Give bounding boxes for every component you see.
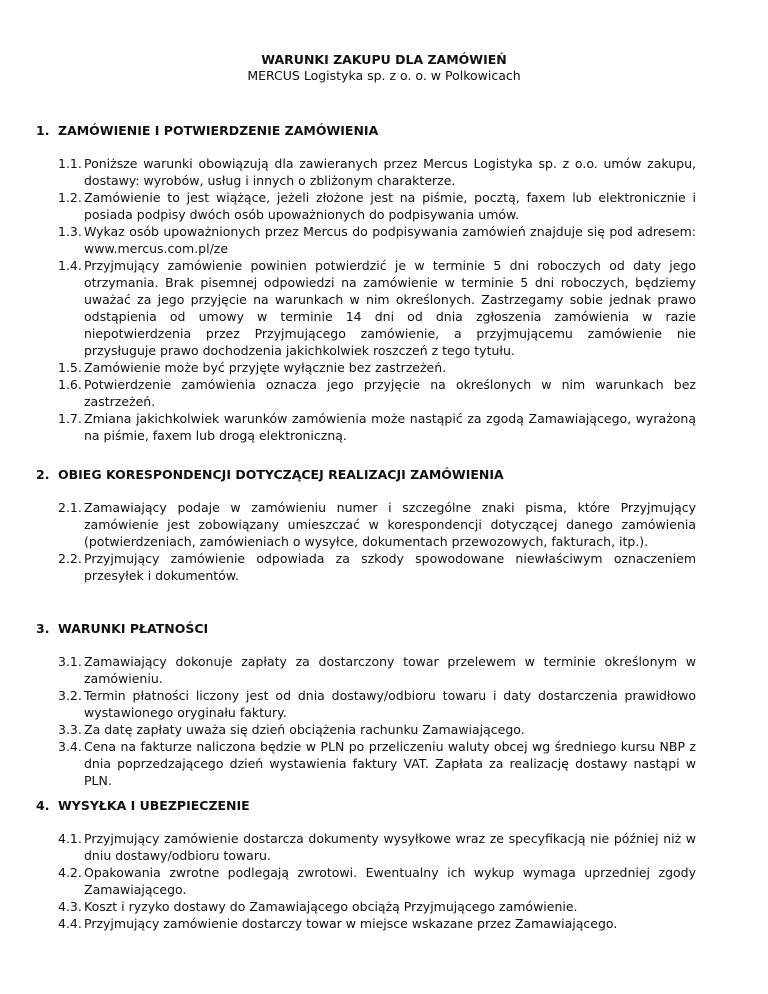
section-title: WYSYŁKA I UBEZPIECZENIE [58,798,250,813]
list-item [36,915,696,932]
item-text: Przyjmujący zamówienie dostarcza dokumenty wysyłkowe wraz ze specyfikacją nie później niż w dniu dostawy/odbioru towaru. [84,831,696,863]
list-item [36,189,696,223]
item-text: Koszt i ryzyko dostawy do Zamawiającego obciążą Przyjmującego zamówienie. [84,899,578,914]
item-text: Przyjmujący zamówienie odpowiada za szkody spowodowane niewłaściwym oznaczeniem przesyłek i dokumentów. [84,551,696,583]
list-item [36,257,696,359]
list-item [36,864,696,898]
list-item [36,687,696,721]
item-text: Cena na fakturze naliczona będzie w PLN po przeliczeniu waluty obcej wg średniego kursu NBP z dnia poprzedzającego dzień wystawienia faktury VAT. Zapłata za realizację dostawy nastąpi w PLN. [84,739,696,788]
section-heading [36,620,696,637]
item-number: 4.1. [58,831,82,846]
item-text: Opakowania zwrotne podlegają zwrotowi. Ewentualny ich wykup wymaga uprzedniej zgody Zamawiającego. [84,865,696,897]
section-number: 3. [36,621,50,636]
item-number: 2.1. [58,500,82,515]
item-number: 1.3. [58,224,82,239]
list-item [36,898,696,915]
list-item [36,155,696,189]
item-text: Zmiana jakichkolwiek warunków zamówienia może nastąpić za zgodą Zamawiającego, wyrażoną na piśmie, faxem lub drogą elektroniczną. [84,411,696,443]
section-number: 2. [36,467,50,482]
item-number: 3.3. [58,722,82,737]
list-item [36,223,696,257]
section-number: 1. [36,123,50,138]
section-1 [36,122,696,444]
item-number: 1.7. [58,411,82,426]
document-title: WARUNKI ZAKUPU DLA ZAMÓWIEŃ [261,52,507,67]
section-2 [36,466,696,584]
list-item [36,550,696,584]
list-item [36,359,696,376]
item-number: 4.4. [58,916,82,931]
list-item [36,738,696,789]
item-text: Zamówienie to jest wiążące, jeżeli złożone jest na piśmie, pocztą, faxem lub elektronicznie i posiada podpisy dwóch osób upoważnionych do podpisywania umów. [84,190,696,222]
section-4 [36,797,696,932]
list-item [36,410,696,444]
list-item [36,830,696,864]
item-number: 1.6. [58,377,82,392]
item-number: 4.2. [58,865,82,880]
item-number: 4.3. [58,899,82,914]
item-number: 2.2. [58,551,82,566]
item-number: 3.1. [58,654,82,669]
list-item [36,376,696,410]
section-heading [36,797,696,814]
item-text: Poniższe warunki obowiązują dla zawieranych przez Mercus Logistyka sp. z o.o. umów zakupu, dostawy: wyrobów, usług i innych o zbliżonym charakterze. [84,156,696,188]
section-number: 4. [36,798,50,813]
section-title: ZAMÓWIENIE I POTWIERDZENIE ZAMÓWIENIA [58,123,379,138]
item-text: Przyjmujący zamówienie dostarczy towar w miejsce wskazane przez Zamawiającego. [84,916,618,931]
item-number: 1.1. [58,156,82,171]
item-number: 3.4. [58,739,82,754]
item-number: 1.5. [58,360,82,375]
item-number: 3.2. [58,688,82,703]
item-number: 1.2. [58,190,82,205]
item-text: Przyjmujący zamówienie powinien potwierdzić je w terminie 5 dni roboczych od daty jego otrzymania. Brak pisemnej odpowiedzi na zamówienie w terminie 5 dni roboczych, będziemy uważać za jego przyjęcie na warunkach w nim określonych. Zastrzegamy sobie jednak prawo odstąpienia od umowy w terminie 14 dni od dnia zgłoszenia zamówienia w razie niepotwierdzenia przez Przyjmującego zamówienie, a przyjmującemu zamówienie nie przysługuje prawo dochodzenia jakichkolwiek roszczeń z tego tytułu. [84,258,696,358]
item-text: Wykaz osób upoważnionych przez Mercus do podpisywania zamówień znajduje się pod adresem: www.mercus.com.pl/ze [84,224,696,256]
section-heading [36,122,696,139]
document-subtitle: MERCUS Logistyka sp. z o. o. w Polkowicach [247,68,521,83]
item-text: Termin płatności liczony jest od dnia dostawy/odbioru towaru i daty dostarczenia prawidłowo wystawionego oryginału faktury. [84,688,696,720]
item-text: Zamawiający dokonuje zapłaty za dostarczony towar przelewem w terminie określonym w zamówieniu. [84,654,696,686]
section-3 [36,620,696,789]
section-heading [36,466,696,483]
item-number: 1.4. [58,258,82,273]
section-title: OBIEG KORESPONDENCJI DOTYCZĄCEJ REALIZACJI ZAMÓWIENIA [58,467,504,482]
item-text: Potwierdzenie zamówienia oznacza jego przyjęcie na określonych w nim warunkach bez zastrzeżeń. [84,377,696,409]
section-title: WARUNKI PŁATNOŚCI [58,621,209,636]
item-text: Zamówienie może być przyjęte wyłącznie bez zastrzeżeń. [84,360,447,375]
list-item [36,721,696,738]
list-item [36,653,696,687]
list-item [36,499,696,550]
item-text: Zamawiający podaje w zamówieniu numer i szczególne znaki pisma, które Przyjmujący zamówienie jest zobowiązany umieszczać w korespondencji dotyczącej danego zamówienia (potwierdzeniach, zamówieniach o wysyłce, dokumentach przewozowych, fakturach, itp.). [84,500,696,549]
item-text: Za datę zapłaty uważa się dzień obciążenia rachunku Zamawiającego. [84,722,525,737]
